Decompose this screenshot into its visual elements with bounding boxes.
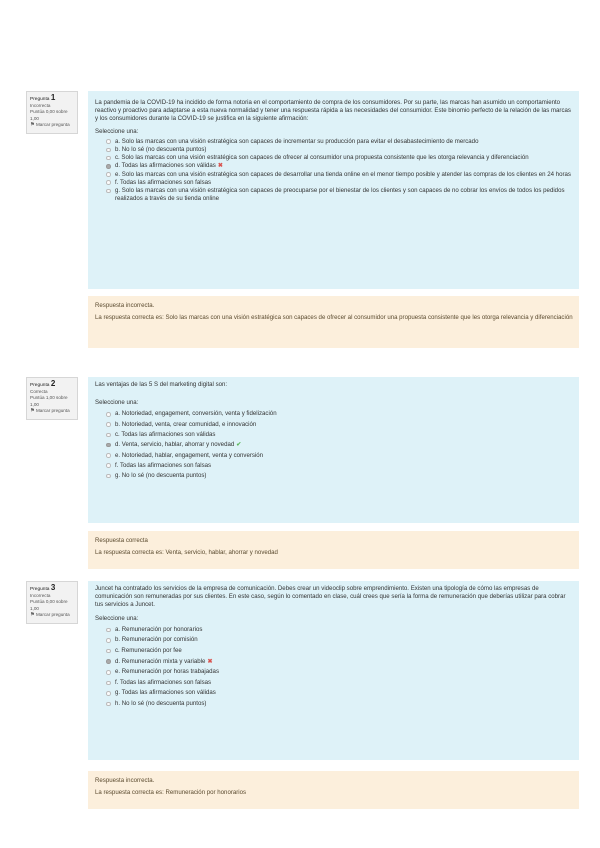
answer-option[interactable]: b. Remuneración por comisión <box>95 635 573 646</box>
question-text: Las ventajas de las 5 S del marketing digital son: <box>95 381 228 388</box>
radio-button[interactable] <box>106 691 111 696</box>
answer-prompt: Seleccione una: <box>95 399 139 407</box>
correct-answer-text: La respuesta correcta es: Remuneración por honorarios <box>95 789 247 797</box>
answer-option[interactable]: f. Todas las afirmaciones son falsas <box>95 461 573 471</box>
question-content <box>88 581 579 760</box>
radio-button[interactable] <box>106 189 111 194</box>
feedback-box <box>88 531 579 569</box>
answer-option[interactable]: c. Remuneración por fee <box>95 646 573 657</box>
question-content <box>88 91 579 289</box>
question-score: Puntúa 0,00 sobre 1,00 <box>30 109 68 121</box>
correct-answer-text: La respuesta correcta es: Solo las marcas con una visión estratégica son capaces de ofrecer al consumidor una propuesta consistente que les otorga relevancia y diferenciación <box>95 314 573 322</box>
question-number: Pregunta 3 <box>30 583 56 592</box>
radio-button[interactable] <box>106 649 111 654</box>
answer-option[interactable]: a. Notoriedad, engagement, conversión, venta y fidelización <box>95 409 573 419</box>
question-info <box>26 91 78 134</box>
radio-button[interactable] <box>106 172 111 177</box>
flag-icon: ⚑ <box>30 407 35 414</box>
radio-button-checked[interactable] <box>106 164 111 169</box>
answer-option[interactable]: f. Todas las afirmaciones son falsas <box>95 678 573 689</box>
answer-prompt: Seleccione una: <box>95 614 139 622</box>
answer-option-selected[interactable]: d. Remuneración mixta y variable ✖ <box>95 657 573 668</box>
radio-button[interactable] <box>106 156 111 161</box>
radio-button[interactable] <box>106 474 111 479</box>
radio-button[interactable] <box>106 628 111 633</box>
question-state: Correcta <box>30 389 48 395</box>
answer-option[interactable]: c. Solo las marcas con una visión estratégica son capaces de ofrecer al consumidor una propuesta consistente que les otorga relevancia y diferenciación <box>95 154 573 162</box>
incorrect-icon: ✖ <box>207 657 213 665</box>
question-state: Incorrecta <box>30 593 51 599</box>
answer-option[interactable]: e. Notoriedad, hablar, engagement, venta y conversión <box>95 451 573 461</box>
radio-button[interactable] <box>106 453 111 458</box>
feedback-box <box>88 296 579 348</box>
question-number: Pregunta 2 <box>30 379 56 388</box>
radio-button[interactable] <box>106 139 111 144</box>
question-state: Incorrecta <box>30 103 51 109</box>
radio-button[interactable] <box>106 433 111 438</box>
question-info <box>26 581 78 624</box>
question-info <box>26 377 78 420</box>
answer-option[interactable]: f. Todas las afirmaciones son falsas <box>95 179 573 187</box>
incorrect-icon: ✖ <box>217 162 223 170</box>
flag-question-link[interactable]: ⚑Marcar pregunta <box>30 407 70 414</box>
radio-button[interactable] <box>106 148 111 153</box>
question-score: Puntúa 1,00 sobre 1,00 <box>30 395 68 407</box>
answer-option[interactable]: g. Solo las marcas con una visión estratégica son capaces de preocuparse por el bienestar de los clientes y son capaces de no cobrar los envíos de todos los pedidos realizados a través de su tienda online <box>95 187 573 203</box>
radio-button[interactable] <box>106 412 111 417</box>
answer-option[interactable]: b. Notoriedad, venta, crear comunidad, e innovación <box>95 420 573 430</box>
radio-button[interactable] <box>106 463 111 468</box>
answer-option[interactable]: h. No lo sé (no descuenta puntos) <box>95 699 573 710</box>
feedback-title: Respuesta incorrecta. <box>95 302 155 309</box>
feedback-title: Respuesta incorrecta. <box>95 777 155 784</box>
answer-option[interactable]: e. Solo las marcas con una visión estratégica son capaces de desarrollar una tienda online en el menor tiempo posible y atender las compras de los clientes en 24 horas <box>95 171 573 179</box>
radio-button-checked[interactable] <box>106 443 111 448</box>
answer-option[interactable]: b. No lo sé (no descuenta puntos) <box>95 146 573 154</box>
answer-option[interactable]: a. Remuneración por honorarios <box>95 625 573 636</box>
question-text: Juncet ha contratado los servicios de la empresa de comunicación. Debes crear un videoclip sobre emprendimiento. Existen una tipología de cómo las empresas de comunicación son remuneradas por sus clientes. En este caso, según lo comentado en clase, cuál crees que sería la forma de remuneración que deberías utilizar para cobrar tus servicios a Juncet. <box>95 585 566 609</box>
question-score: Puntúa 0,00 sobre 1,00 <box>30 599 68 611</box>
answer-option-selected[interactable]: d. Venta, servicio, hablar, ahorrar y novedad ✔ <box>95 440 573 450</box>
radio-button[interactable] <box>106 670 111 675</box>
radio-button[interactable] <box>106 702 111 707</box>
answer-option-selected[interactable]: d. Todas las afirmaciones son válidas ✖ <box>95 162 573 170</box>
correct-answer-text: La respuesta correcta es: Venta, servicio, hablar, ahorrar y novedad <box>95 549 278 557</box>
feedback-title: Respuesta correcta <box>95 537 148 544</box>
answer-option[interactable]: g. No lo sé (no descuenta puntos) <box>95 471 573 481</box>
feedback-box <box>88 771 579 809</box>
flag-question-link[interactable]: ⚑Marcar pregunta <box>30 121 70 128</box>
answer-option[interactable]: g. Todas las afirmaciones son válidas <box>95 688 573 699</box>
flag-icon: ⚑ <box>30 611 35 618</box>
answer-option[interactable]: c. Todas las afirmaciones son válidas <box>95 430 573 440</box>
radio-button[interactable] <box>106 422 111 427</box>
radio-button[interactable] <box>106 180 111 185</box>
radio-button[interactable] <box>106 638 111 643</box>
answer-option[interactable]: a. Solo las marcas con una visión estratégica son capaces de incrementar su producción para evitar el desabastecimiento de mercado <box>95 138 573 146</box>
question-content <box>88 377 579 523</box>
radio-button[interactable] <box>106 681 111 686</box>
radio-button-checked[interactable] <box>106 659 111 664</box>
question-text: La pandemia de la COVID-19 ha incidido de forma notoria en el comportamiento de compra de los consumidores. Por su parte, las marcas han asumido un comportamiento reactivo y proactivo para adaptarse a esta nueva normalidad y tener una respuesta rápida a las necesidades del consumidor. Este binomio perfecto de la relación de las marcas y los consumidores durante la COVID-19 se justifica en la siguiente afirmación: <box>95 99 571 123</box>
flag-question-link[interactable]: ⚑Marcar pregunta <box>30 611 70 618</box>
flag-icon: ⚑ <box>30 121 35 128</box>
question-number: Pregunta 1 <box>30 93 56 102</box>
answer-option[interactable]: e. Remuneración por horas trabajadas <box>95 667 573 678</box>
answer-prompt: Seleccione una: <box>95 127 139 135</box>
correct-check-icon: ✔ <box>236 441 242 449</box>
